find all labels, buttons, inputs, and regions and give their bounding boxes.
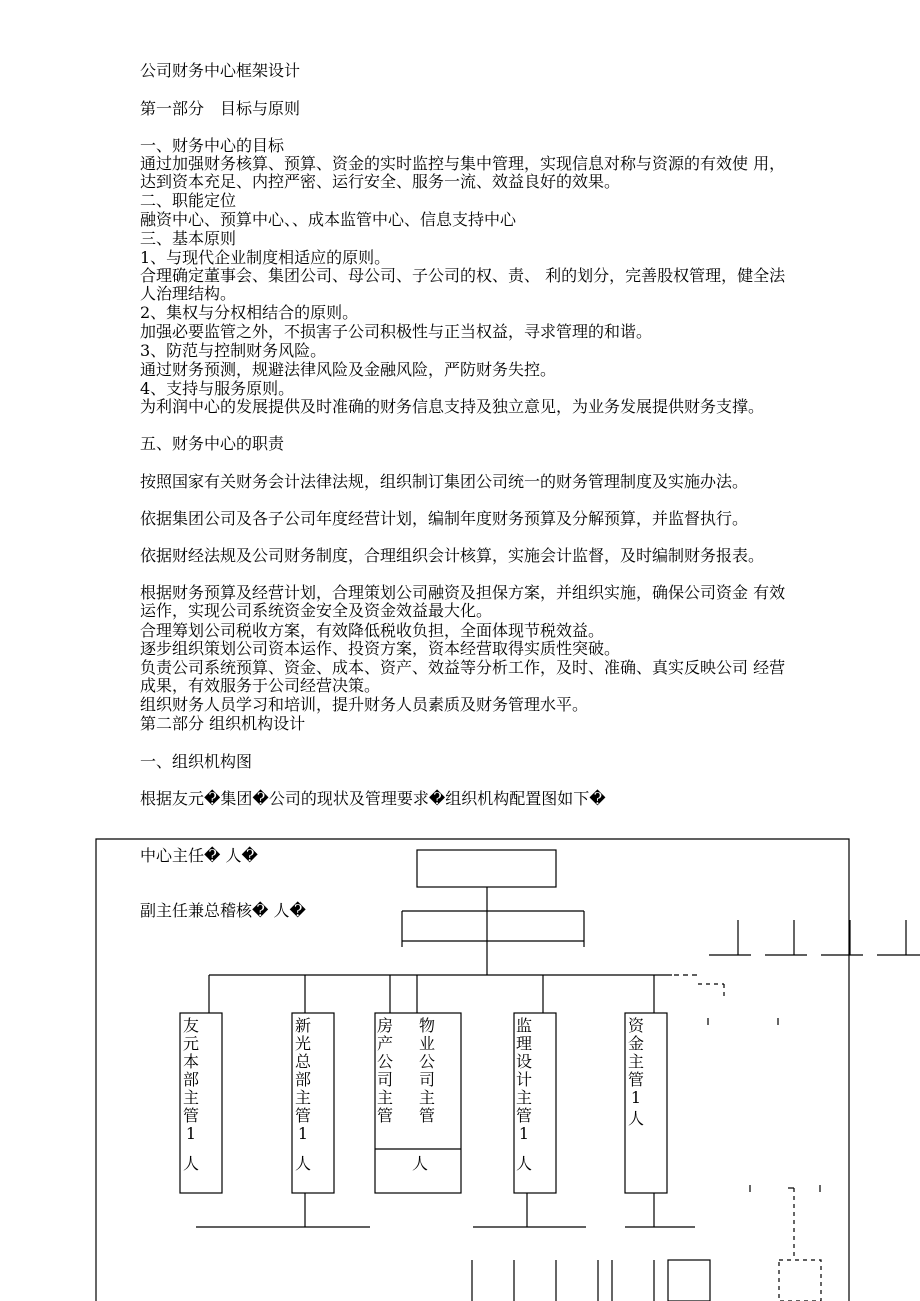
duty-item: 依据财经法规及公司财务制度，合理组织会计核算，实施会计监督，及时编制财务报表。 (140, 546, 765, 565)
principle3-text: 通过财务预测，规避法律风险及金融风险，严防财务失控。 (140, 360, 557, 379)
deputy-label: 副主任兼总稽核� 人� (140, 901, 306, 920)
principle4-text: 为利润中心的发展提供及时准确的财务信息支持及独立意见，为业务发展提供财务支撑。 (140, 397, 765, 416)
org-box-label: 监理设计主管1 (515, 1016, 532, 1143)
part2-heading: 第二部分 组织机构设计 (140, 714, 306, 733)
org-box-label: 物业公司主管 (418, 1016, 435, 1125)
doc-title: 公司财务中心框架设计 (140, 61, 301, 80)
section1-text: 通过加强财务核算、预算、资金的实时监控与集中管理，实现信息对称与资源的有效使 用，达到资本充足、内控严密、运行安全、服务一流、效益良好的效果。 (140, 154, 786, 191)
org-box-unit: 人 (294, 1154, 311, 1173)
principle1-text: 合理确定董事会、集团公司、母公司、子公司的权、责、 利的划分，完善股权管理，健全法人治理结构。 (140, 266, 786, 303)
duty-item: 逐步组织策划公司资本运作、投资方案，资本经营取得实质性突破。 (140, 639, 621, 658)
duty-item: 负责公司系统预算、资金、成本、资产、效益等分析工作，及时、准确、真实反映公司 经营成果，有效服务于公司经营决策。 (140, 658, 786, 695)
org-box-unit: 人 (411, 1154, 428, 1173)
duty-item: 根据财务预算及经营计划，合理策划公司融资及担保方案，并组织实施，确保公司资金 有效运作，实现公司系统资金安全及资金效益最大化。 (140, 583, 786, 620)
section2-heading: 二、职能定位 (140, 191, 237, 210)
part1-heading: 第一部分 目标与原则 (140, 99, 301, 118)
director-label: 中心主任� 人� (140, 846, 258, 865)
org-chart-intro: 根据友元�集团�公司的现状及管理要求�组织机构配置图如下� (140, 789, 606, 808)
duty-item: 合理筹划公司税收方案，有效降低税收负担，全面体现节税效益。 (140, 621, 605, 640)
org-chart-heading: 一、组织机构图 (140, 752, 253, 771)
principle1-heading: 1、与现代企业制度相适应的原则。 (140, 248, 391, 267)
section3-heading: 三、基本原则 (140, 229, 237, 248)
org-box-label: 资金主管1 (627, 1016, 644, 1107)
principle4-heading: 4、支持与服务原则。 (140, 379, 295, 398)
org-box-unit: 人 (627, 1109, 644, 1128)
duty-item: 组织财务人员学习和培训，提升财务人员素质及财务管理水平。 (140, 695, 589, 714)
section2-text: 融资中心、预算中心、、成本监管中心、信息支持中心 (140, 210, 517, 229)
section5-heading: 五、财务中心的职责 (140, 434, 285, 453)
org-box-label: 房产公司主管 (376, 1016, 393, 1125)
org-box-label: 友元本部主管1 (182, 1016, 199, 1143)
principle3-heading: 3、防范与控制财务风险。 (140, 341, 327, 360)
principle2-text: 加强必要监管之外，不损害子公司积极性与正当权益，寻求管理的和谐。 (140, 322, 653, 341)
duty-item: 依据集团公司及各子公司年度经营计划，编制年度财务预算及分解预算，并监督执行。 (140, 509, 749, 528)
org-box-unit: 人 (515, 1154, 532, 1173)
duty-item: 按照国家有关财务会计法律法规，组织制订集团公司统一的财务管理制度及实施办法。 (140, 472, 749, 491)
principle2-heading: 2、集权与分权相结合的原则。 (140, 303, 359, 322)
org-box-label: 新光总部主管1 (294, 1016, 311, 1143)
section1-heading: 一、财务中心的目标 (140, 136, 285, 155)
org-box-unit: 人 (182, 1154, 199, 1173)
